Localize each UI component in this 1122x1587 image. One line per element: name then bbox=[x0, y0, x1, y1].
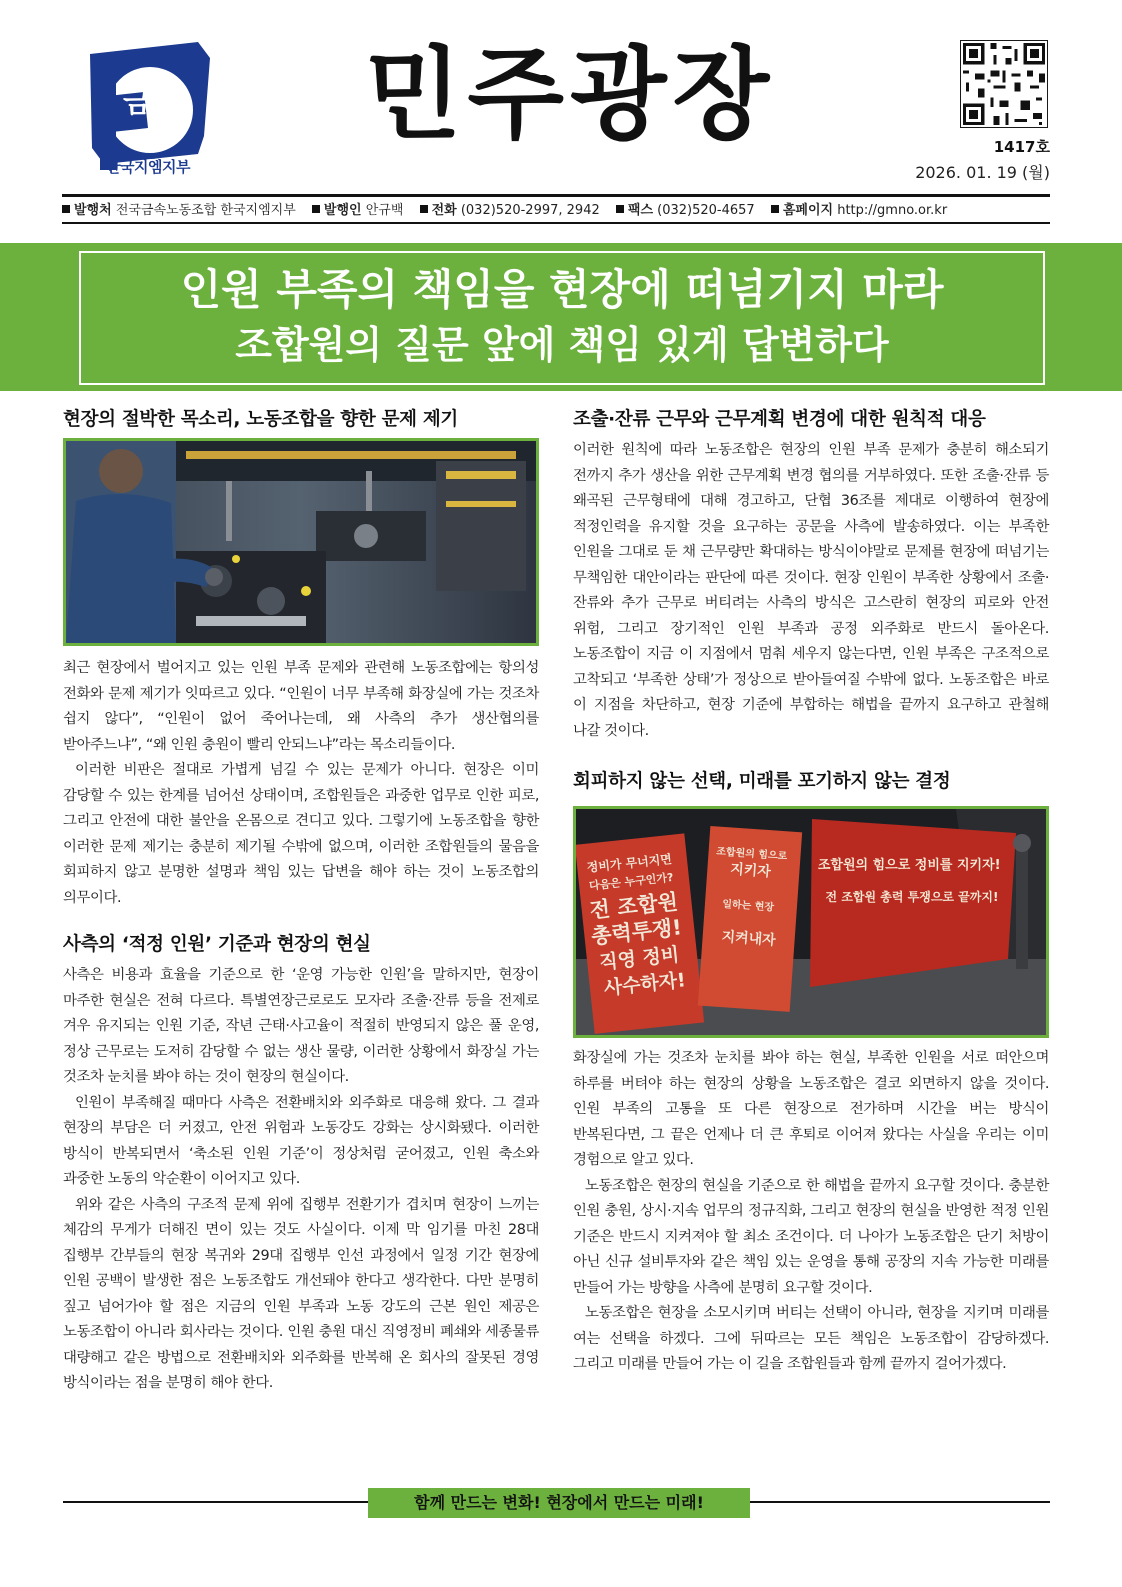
headline-sub: 조합원의 질문 앞에 책임 있게 답변하다 bbox=[235, 323, 889, 367]
info-label: 홈페이지 bbox=[782, 203, 834, 218]
footer-rule-right bbox=[750, 1501, 1050, 1503]
publisher-info-item bbox=[771, 203, 947, 218]
banner-text: 조합원의 힘으로 정비를 지키자! bbox=[817, 858, 1001, 873]
sign-text: 일하는 현장 bbox=[721, 898, 775, 914]
factory-photo bbox=[63, 438, 539, 646]
body-paragraph: 사측은 비용과 효율을 기준으로 한 ‘운영 가능한 인원’을 말하지만, 현장이 마주한 현실은 전혀 다르다. 특별연장근로로도 모자라 조출·잔류 등을 전제로 겨우 유지되는 인원 기준, 작년 근태·사고율이 적절히 반영되지 않은 풀 운영, 정상 근무로는 도저히 감당할 수 없는 생산 물량, 이러한 상황에서 화장실 가는 것조차 눈치를 봐야 하는 것이 현장의 현실이다. bbox=[63, 967, 539, 1085]
section-title: 현장의 절박한 목소리, 노동조합을 향한 문제 제기 bbox=[63, 409, 458, 430]
info-value: (032)520-4657 bbox=[657, 203, 755, 218]
footer-rule-left bbox=[63, 1501, 368, 1503]
issue-date: 2026. 01. 19 (월) bbox=[915, 163, 1050, 182]
body-paragraph: 최근 현장에서 벌어지고 있는 인원 부족 문제와 관련해 노동조합에는 항의성 전화와 문제 제기가 잇따르고 있다. “인원이 너무 부족해 화장실에 가는 것조차 쉽지 않다”, “인원이 없어 죽어나는데, 왜 사측의 추가 생산협의를 받아주느냐”, “왜 인원 충원이 빨리 안되느냐”라는 목소리들이다. bbox=[63, 660, 539, 753]
body-paragraph: 노동조합은 현장을 소모시키며 버티는 선택이 아니라, 현장을 지키며 미래를 여는 선택을 하겠다. 그에 뒤따르는 모든 책임은 노동조합이 감당하겠다. 그리고 미래를 만들어 가는 이 길을 조합원들과 함께 끝까지 걸어가겠다. bbox=[573, 1305, 1049, 1372]
headline-main: 인원 부족의 책임을 현장에 떠넘기지 마라 bbox=[180, 265, 944, 314]
bullet-square-icon bbox=[62, 205, 70, 213]
sign-text: 조합원의 힘으로 bbox=[715, 846, 788, 863]
info-label: 발행인 bbox=[323, 203, 362, 218]
protest-photo-image bbox=[576, 809, 1046, 1035]
masthead-title: 민주광장 bbox=[364, 36, 776, 153]
body-paragraph: 이러한 원칙에 따라 노동조합은 현장의 인원 부족 문제가 충분히 해소되기 전까지 추가 생산을 위한 근무계획 변경 협의를 거부하였다. 또한 조출·잔류 등 왜곡된 근무형태에 대해 경고하고, 단협 36조를 제대로 이행하여 현장에 적정인력을 유지할 것을 요구하는 공문을 사측에 발송하였다. 이는 부족한 인원을 그대로 둔 채 근무량만 확대하는 방식이야말로 문제를 현장에 떠넘기는 무책임한 대안이라는 판단에 따른 것이다. 현장 인원이 부족한 상황에서 조출·잔류와 추가 근무로 버티려는 사측의 방식은 고스란히 현장의 피로와 안전 위험, 그리고 장기적인 인원 부족과 공정 외주화로 반드시 돌아온다. 노동조합이 지금 이 지점에서 멈춰 세우지 않는다면, 인원 부족은 구조적으로 고착되고 ‘부족한 상태’가 정상으로 받아들여질 수밖에 없다. 노동조합은 바로 이 지점을 차단하고, 현장 기준에 부합하는 해법을 끝까지 요구하고 관철해 나갈 것이다. bbox=[573, 442, 1049, 739]
publisher-info-item bbox=[312, 203, 404, 218]
protest-photo bbox=[573, 806, 1049, 1038]
body-paragraph: 인원이 부족해질 때마다 사측은 전환배치와 외주화로 대응해 왔다. 그 결과 현장의 부담은 더 커졌고, 안전 위험과 노동강도 강화는 상시화됐다. 이러한 방식이 반복되면서 ‘축소된 인원 기준’이 정상처럼 굳어졌고, 인원 축소와 과중한 노동의 악순환이 이어지고 있다. bbox=[63, 1094, 539, 1187]
publisher-info-item bbox=[62, 203, 296, 218]
publisher-info-item bbox=[420, 203, 600, 218]
left-column bbox=[63, 404, 539, 1397]
info-label: 발행처 bbox=[74, 203, 112, 218]
sign-text: 정비가 무너지면 bbox=[586, 851, 673, 875]
qr-code-icon[interactable] bbox=[960, 40, 1048, 128]
body-paragraph: 화장실에 가는 것조차 눈치를 봐야 하는 현실, 부족한 인원을 서로 떠안으며 하루를 버텨야 하는 현장의 상황을 노동조합은 결코 외면하지 않을 것이다. 인원 부족의 고통을 또 다른 현장으로 전가하며 시간을 버는 방식이 반복된다면, 그 끝은 언제나 더 큰 후퇴로 이어져 왔다는 사실을 우리는 이미 경험으로 알고 있다. bbox=[573, 1050, 1049, 1168]
logo-org-name: 한국지엠지부 bbox=[106, 158, 190, 176]
info-label: 전화 bbox=[431, 203, 457, 218]
headline-frame bbox=[79, 251, 1045, 385]
sign-text: 지키자 bbox=[729, 861, 772, 881]
publisher-info-item bbox=[616, 203, 755, 218]
sign-text: 전 조합원 bbox=[588, 889, 680, 923]
body-paragraph: 위와 같은 사측의 구조적 문제 위에 집행부 전환기가 겹치며 현장이 느끼는 체감의 무게가 더해진 면이 있는 것도 사실이다. 이제 막 임기를 마친 28대 집행부 간부들의 현장 복귀와 29대 집행부 인선 과정에서 일정 기간 현장에 인원 공백이 발생한 점은 노동조합도 개선돼야 한다고 생각한다. 다만 분명히 짚고 넘어가야 할 점은 지금의 인원 부족과 노동 강도의 근본 원인 제공은 노동조합이 아니라 회사라는 것이다. 인원 충원 대신 직영정비 폐쇄와 세종물류 대량해고 같은 방법으로 전환배치와 외주화를 반복해 온 회사의 잘못된 경영 방식이라는 점을 분명히 해야 한다. bbox=[63, 1196, 539, 1391]
section-title: 회피하지 않는 선택, 미래를 포기하지 않는 결정 bbox=[573, 771, 951, 792]
header-rule-top bbox=[62, 194, 1050, 197]
bullet-square-icon bbox=[616, 205, 624, 213]
logo-text: 금속 bbox=[123, 85, 181, 120]
info-value: 안규백 bbox=[365, 203, 404, 218]
info-value: (032)520-2997, 2942 bbox=[460, 203, 600, 218]
sign-text: 사수하자! bbox=[602, 969, 687, 1000]
sign-text: 지켜내자 bbox=[721, 929, 777, 949]
issue-number: 1417호 bbox=[993, 138, 1050, 156]
header-rule-bottom bbox=[62, 222, 1050, 224]
homepage-link[interactable]: http://gmno.or.kr bbox=[837, 203, 948, 218]
right-column bbox=[573, 404, 1049, 1378]
info-label: 팩스 bbox=[627, 203, 654, 218]
section-title: 조출·잔류 근무와 근무계획 변경에 대한 원칙적 대응 bbox=[573, 409, 986, 430]
section-title: 사측의 ‘적정 인원’ 기준과 현장의 현실 bbox=[63, 934, 371, 955]
factory-photo-image bbox=[66, 441, 536, 643]
bullet-square-icon bbox=[312, 205, 320, 213]
publisher-info-bar bbox=[62, 199, 1050, 219]
info-value: 전국금속노동조합 한국지엠지부 bbox=[115, 203, 296, 218]
sign-text: 다음은 누구인가? bbox=[588, 870, 674, 893]
banner-text: 전 조합원 총력 투쟁으로 끝까지! bbox=[825, 890, 999, 904]
footer-slogan: 함께 만드는 변화! 현장에서 만드는 미래! bbox=[368, 1488, 750, 1518]
bullet-square-icon bbox=[420, 205, 428, 213]
sign-text: 총력투쟁! bbox=[590, 915, 683, 949]
body-paragraph: 이러한 비판은 절대로 가볍게 넘길 수 있는 문제가 아니다. 현장은 이미 감당할 수 있는 한계를 넘어선 상태이며, 조합원들은 과중한 업무로 인한 피로, 그리고 안전에 대한 불안을 온몸으로 견디고 있다. 그렇기에 노동조합을 향한 이러한 문제 제기는 충분히 제기될 수밖에 없으며, 이러한 조합원들의 물음을 회피하지 않고 분명한 설명과 책임 있는 답변을 해야 하는 것이 노동조합의 의무이다. bbox=[63, 762, 539, 906]
body-paragraph: 노동조합은 현장의 현실을 기준으로 한 해법을 끝까지 요구할 것이다. 충분한 인원 충원, 상시·지속 업무의 정규직화, 그리고 현장의 현실을 반영한 적정 인원 기준은 반드시 지켜져야 할 최소 조건이다. 더 나아가 노동조합은 단기 처방이 아닌 신규 설비투자와 같은 책임 있는 운영을 통해 공장의 지속 가능한 미래를 만들어 가는 방향을 사측에 분명히 요구할 것이다. bbox=[573, 1177, 1049, 1296]
bullet-square-icon bbox=[771, 205, 779, 213]
sign-text: 직영 정비 bbox=[598, 943, 681, 974]
